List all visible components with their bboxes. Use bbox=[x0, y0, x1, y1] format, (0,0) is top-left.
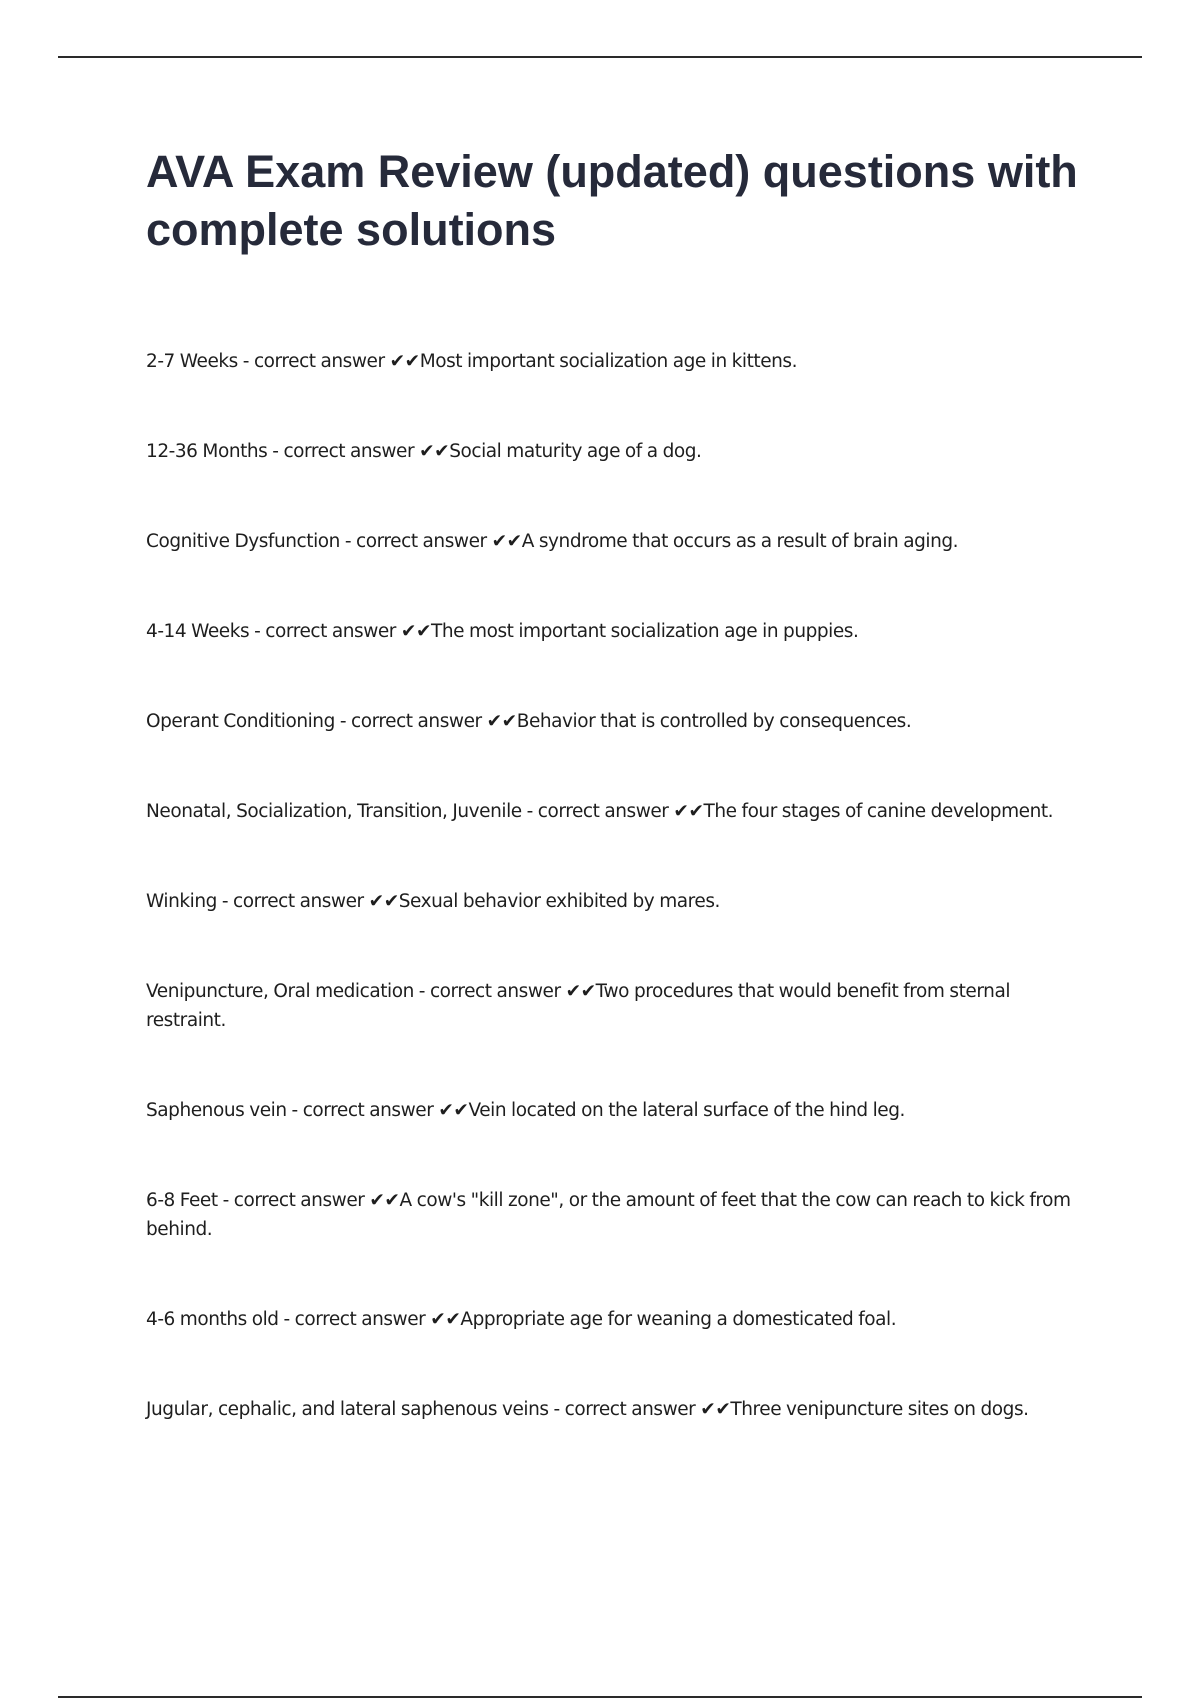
qa-definition: A cow's "kill zone", or the amount of feet that the cow can reach to kick from behind. bbox=[146, 1190, 1071, 1240]
bottom-rule bbox=[58, 1696, 1142, 1698]
check-marks-icon: ✔✔ bbox=[486, 711, 517, 732]
qa-definition: Social maturity age of a dog. bbox=[449, 441, 702, 462]
qa-term: 4-14 Weeks bbox=[146, 621, 250, 642]
top-rule bbox=[58, 56, 1142, 58]
qa-definition: Vein located on the lateral surface of the hind leg. bbox=[468, 1100, 905, 1121]
qa-separator: - correct answer bbox=[216, 891, 369, 912]
qa-definition: Appropriate age for weaning a domesticated foal. bbox=[460, 1309, 897, 1330]
qa-term: 6-8 Feet bbox=[146, 1190, 218, 1211]
qa-term: Operant Conditioning bbox=[146, 711, 335, 732]
check-marks-icon: ✔✔ bbox=[700, 1399, 731, 1420]
qa-separator: - correct answer bbox=[413, 981, 566, 1002]
qa-item bbox=[146, 797, 1086, 826]
check-marks-icon: ✔✔ bbox=[369, 1190, 400, 1211]
qa-term: 12-36 Months bbox=[146, 441, 268, 462]
qa-separator: - correct answer bbox=[278, 1309, 431, 1330]
check-marks-icon: ✔✔ bbox=[419, 441, 450, 462]
qa-item bbox=[146, 887, 1086, 916]
qa-separator: - correct answer bbox=[237, 351, 390, 372]
qa-separator: - correct answer bbox=[249, 621, 401, 642]
check-marks-icon: ✔✔ bbox=[565, 981, 596, 1002]
check-marks-icon: ✔✔ bbox=[368, 891, 399, 912]
check-marks-icon: ✔✔ bbox=[400, 621, 432, 642]
qa-term: Neonatal, Socialization, Transition, Juvenile bbox=[146, 801, 522, 822]
qa-definition: The most important socialization age in puppies. bbox=[431, 621, 859, 642]
check-marks-icon: ✔✔ bbox=[673, 801, 704, 822]
qa-term: 4-6 months old bbox=[146, 1309, 279, 1330]
qa-separator: - correct answer bbox=[334, 711, 487, 732]
qa-separator: - correct answer bbox=[521, 801, 674, 822]
qa-term: Winking bbox=[146, 891, 217, 912]
qa-item bbox=[146, 1395, 1086, 1424]
check-marks-icon: ✔✔ bbox=[491, 531, 522, 552]
qa-item bbox=[146, 1186, 1086, 1244]
qa-separator: - correct answer bbox=[339, 531, 492, 552]
qa-definition: Three venipuncture sites on dogs. bbox=[730, 1399, 1029, 1420]
qa-definition: Most important socialization age in kittens. bbox=[419, 351, 798, 372]
qa-term: Venipuncture, Oral medication bbox=[146, 981, 414, 1002]
qa-item bbox=[146, 1305, 1086, 1334]
qa-separator: - correct answer bbox=[286, 1100, 439, 1121]
qa-definition: The four stages of canine development. bbox=[703, 801, 1054, 822]
qa-item bbox=[146, 1096, 1086, 1125]
qa-definition: Sexual behavior exhibited by mares. bbox=[398, 891, 720, 912]
qa-item bbox=[146, 977, 1086, 1035]
qa-item bbox=[146, 617, 1086, 646]
qa-definition: Two procedures that would benefit from sternal restraint. bbox=[146, 981, 1011, 1031]
qa-separator: - correct answer bbox=[548, 1399, 701, 1420]
qa-definition: A syndrome that occurs as a result of brain aging. bbox=[521, 531, 959, 552]
qa-term: Jugular, cephalic, and lateral saphenous veins bbox=[146, 1399, 549, 1420]
qa-item bbox=[146, 437, 1086, 466]
qa-list bbox=[146, 347, 1086, 1485]
document-title: AVA Exam Review (updated) questions with complete solutions bbox=[146, 146, 1078, 255]
qa-term: 2-7 Weeks bbox=[146, 351, 238, 372]
qa-separator: - correct answer bbox=[267, 441, 420, 462]
qa-item bbox=[146, 527, 1086, 556]
qa-separator: - correct answer bbox=[217, 1190, 370, 1211]
qa-item bbox=[146, 707, 1086, 736]
check-marks-icon: ✔✔ bbox=[389, 351, 420, 372]
qa-term: Cognitive Dysfunction bbox=[146, 531, 340, 552]
qa-term: Saphenous vein bbox=[146, 1100, 287, 1121]
check-marks-icon: ✔✔ bbox=[438, 1100, 469, 1121]
qa-definition: Behavior that is controlled by consequences. bbox=[516, 711, 912, 732]
qa-item bbox=[146, 347, 1086, 376]
check-marks-icon: ✔✔ bbox=[430, 1309, 461, 1330]
